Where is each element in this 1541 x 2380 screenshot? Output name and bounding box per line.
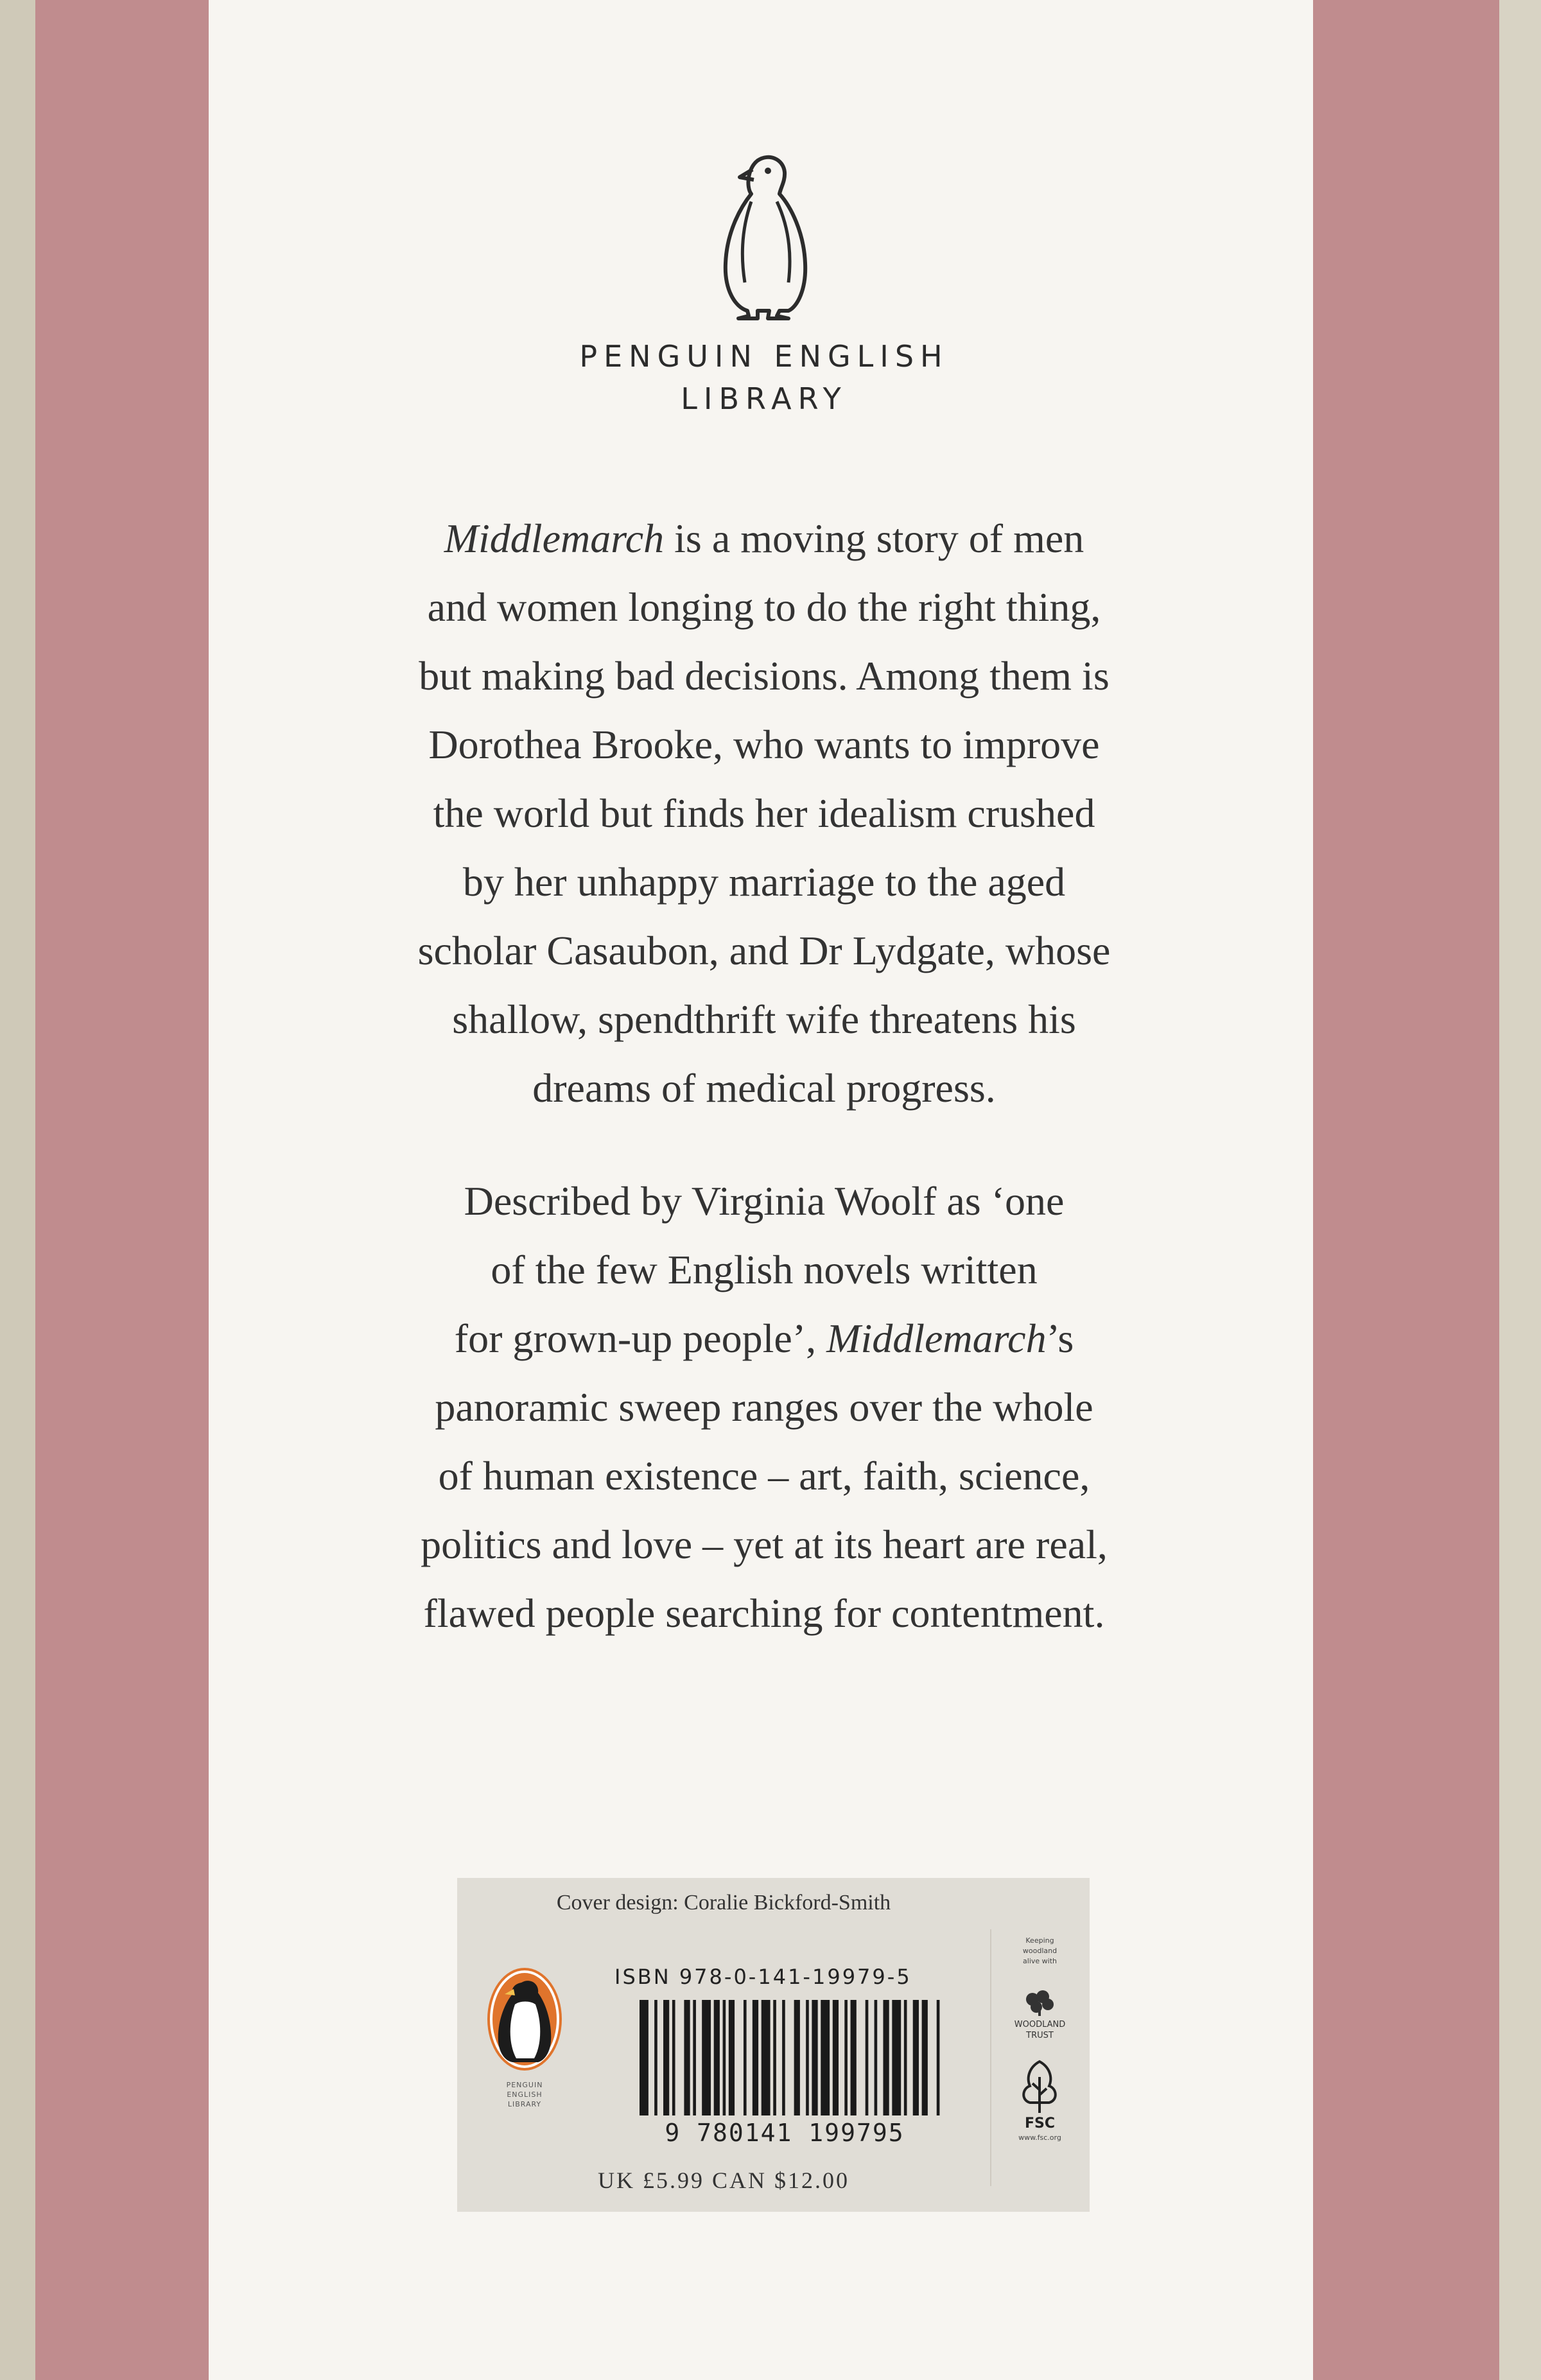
tree-icon xyxy=(1023,1990,1056,2016)
cover-design-credit: Cover design: Coralie Bickford-Smith xyxy=(556,1891,891,1915)
blurb-line: panoramic sweep ranges over the whole xyxy=(435,1384,1093,1430)
blurb-line: shallow, spendthrift wife threatens his xyxy=(452,996,1076,1042)
woodland-line: WOODLAND xyxy=(1014,2020,1066,2029)
eco-labels xyxy=(990,1929,1088,2186)
woodland-slogan xyxy=(997,1936,1083,1967)
slogan-line: woodland xyxy=(1022,1947,1058,1955)
penguin-badge-icon xyxy=(476,1965,573,2080)
barcode-panel xyxy=(457,1878,1090,2212)
book-edge-right xyxy=(1499,0,1541,2380)
blurb-paragraph-2 xyxy=(308,1167,1220,1647)
woodland-line: TRUST xyxy=(1026,2031,1054,2040)
blurb-text: for grown-up people’, xyxy=(454,1316,827,1361)
penguin-icon xyxy=(713,148,815,321)
book-title-italic: Middlemarch xyxy=(826,1316,1047,1361)
badge-label-line: ENGLISH xyxy=(507,2090,543,2099)
barcode-digits: 9 780141 199795 xyxy=(665,2119,905,2147)
slogan-line: Keeping xyxy=(1025,1936,1054,1945)
imprint-name xyxy=(488,335,1040,420)
imprint-line-2: LIBRARY xyxy=(681,381,848,416)
isbn-text: ISBN 978-0-141-19979-5 xyxy=(614,1965,912,1989)
woodland-trust-label xyxy=(997,2019,1083,2041)
blurb-line: flawed people searching for contentment. xyxy=(423,1590,1105,1636)
blurb-line: Described by Virginia Woolf as ‘one xyxy=(464,1178,1065,1224)
blurb-line: of the few English novels written xyxy=(491,1247,1038,1292)
book-title-italic: Middlemarch xyxy=(444,516,665,561)
fsc-tree-icon xyxy=(1017,2058,1062,2115)
slogan-line: alive with xyxy=(1023,1957,1057,1965)
blurb-line xyxy=(308,1304,1220,1373)
fsc-subtext: www.fsc.org xyxy=(1018,2133,1061,2142)
blurb-line: but making bad decisions. Among them is xyxy=(419,653,1110,699)
price-label: UK £5.99 CAN $12.00 xyxy=(597,2167,849,2193)
blurb-line: the world but finds her idealism crushed xyxy=(433,790,1095,836)
blurb-text: ’s xyxy=(1046,1316,1074,1361)
badge-label-line: PENGUIN xyxy=(506,2081,543,2089)
blurb-line: of human existence – art, faith, science, xyxy=(438,1453,1090,1498)
fsc-label: FSC xyxy=(1024,2115,1056,2132)
blurb-line: politics and love – yet at its heart are real, xyxy=(421,1522,1108,1567)
penguin-badge-label xyxy=(476,2080,573,2109)
blurb-line: dreams of medical progress. xyxy=(532,1065,996,1111)
blurb-line: Dorothea Brooke, who wants to improve xyxy=(428,722,1100,767)
imprint-line-1: PENGUIN ENGLISH xyxy=(579,339,949,374)
blurb-paragraph-1 xyxy=(308,504,1220,1122)
badge-label-line: LIBRARY xyxy=(507,2100,542,2108)
blurb-text: is a moving story of men xyxy=(664,516,1084,561)
cover-stripe-left xyxy=(35,0,209,2380)
penguin-badge xyxy=(476,1965,573,2138)
blurb-line: scholar Casaubon, and Dr Lydgate, whose xyxy=(417,928,1111,973)
cover-stripe-right xyxy=(1313,0,1499,2380)
blurb-line: by her unhappy marriage to the aged xyxy=(462,859,1066,905)
blurb-line: and women longing to do the right thing, xyxy=(427,584,1101,630)
barcode xyxy=(637,2000,945,2115)
blurb-line xyxy=(308,504,1220,573)
